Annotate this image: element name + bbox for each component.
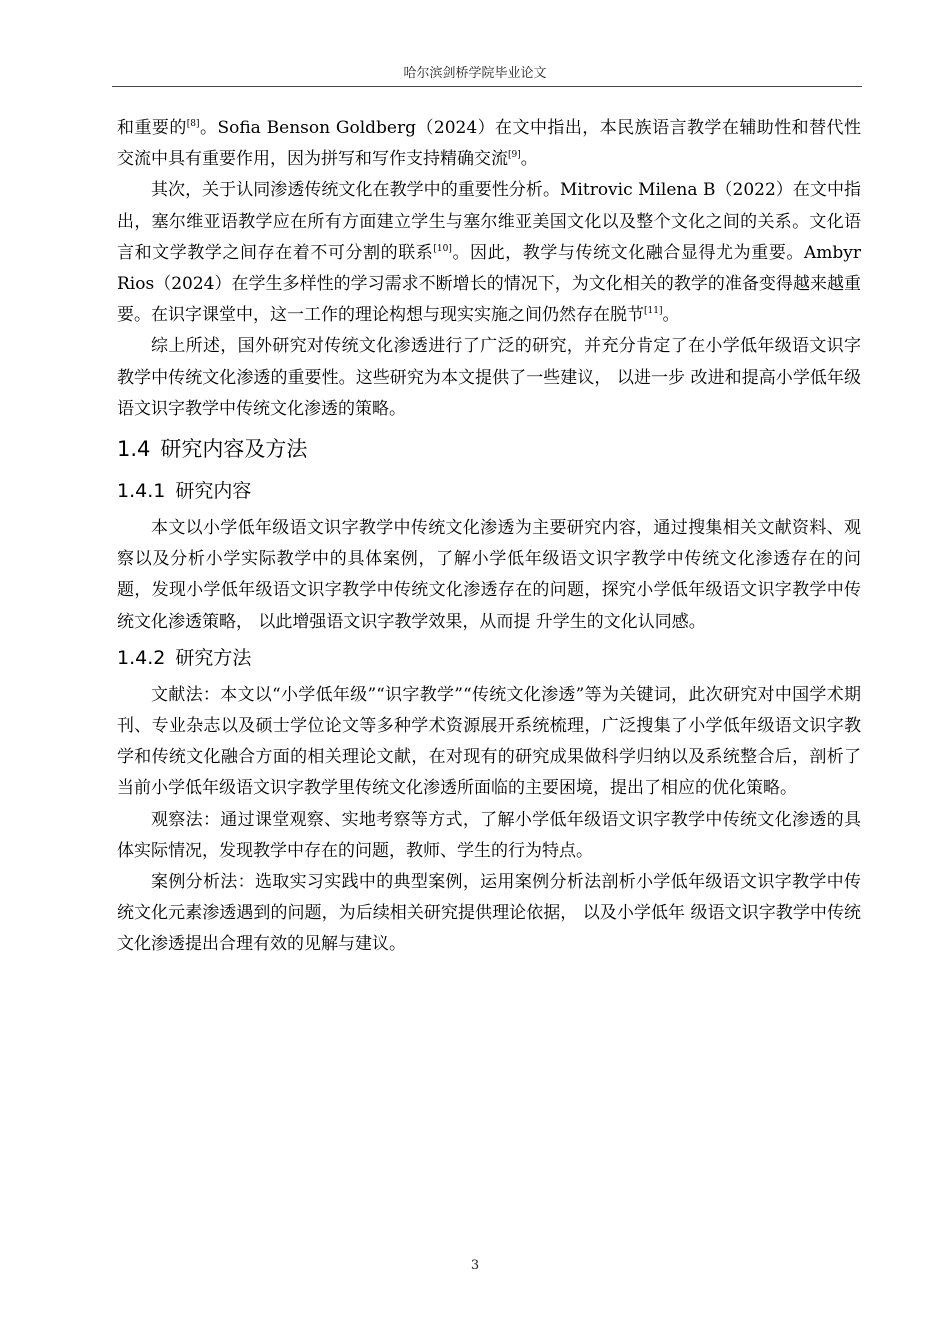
body-text xyxy=(117,113,861,961)
citation-9: [9] xyxy=(508,150,521,161)
paragraph-2: 其次，关于认同渗透传统文化在教学中的重要性分析。Mitrovic Milena B（2022）在文中指出，塞尔维亚语教学应在所有方面建立学生与塞尔维亚美国文化以及整个文化之间的关系。文化语言和文学教学之间存在着不可分割的联系[10]。因此，教学与传统文化融合显得尤为重要。Ambyr Rios（2024）在学生多样性的学习需求不断增长的情况下，为文化相关的教学的准备变得越来越重要。在识字课堂中，这一工作的理论构想与现实实施之间仍然存在脱节[11]。 xyxy=(117,180,861,326)
paragraph-6: 观察法：通过课堂观察、实地考察等方式，了解小学低年级语文识字教学中传统文化渗透的具体实际情况，发现教学中存在的问题，教师、学生的行为特点。 xyxy=(117,809,861,861)
citation-10: [10] xyxy=(433,243,452,254)
running-header: 哈尔滨剑桥学院毕业论文 xyxy=(403,66,547,81)
citation-8: [8] xyxy=(186,119,200,129)
paragraph-5: 文献法：本文以“小学低年级”“识字教学”“传统文化渗透”等为关键词，此次研究对中国学术期刊、专业杂志以及硕士学位论文等多种学术资源展开系统梳理，广泛搜集了小学低年级语文识字教学和传统文化融合方面的相关理论文献，在对现有的研究成果做科学归纳以及系统整合后，剖析了当前小学低年级语文识字教学里传统文化渗透所面临的主要困境，提出了相应的优化策略。 xyxy=(117,684,861,799)
section-heading-1-4-1: 1.4.1 研究内容 xyxy=(117,480,252,503)
paragraph-7: 案例分析法：选取实习实践中的典型案例，运用案例分析法剖析小学低年级语文识字教学中传统文化元素渗透遇到的问题，为后续相关研究提供理论依据， 以及小学低年 级语文识字教学中传统文化渗透提出合理有效的见解与建议。 xyxy=(117,872,861,955)
paragraph-1: 和重要的[8]。Sofia Benson Goldberg（2024）在文中指出，本民族语言教学在辅助性和替代性交流中具有重要作用，因为拼写和写作支持精确交流[9]。 xyxy=(117,118,862,170)
paragraph-3: 综上所述，国外研究对传统文化渗透进行了广泛的研究，并充分肯定了在小学低年级语文识字教学中传统文化渗透的重要性。这些研究为本文提供了一些建议， 以进一步 改进和提高小学低年级语文识字教学中传统文化渗透的策略。 xyxy=(117,336,861,419)
citation-11: [11] xyxy=(644,306,663,317)
header-divider xyxy=(112,86,862,87)
section-heading-1-4-2: 1.4.2 研究方法 xyxy=(117,646,252,669)
paragraph-4: 本文以小学低年级语文识字教学中传统文化渗透为主要研究内容，通过搜集相关文献资料、观察以及分析小学实际教学中的具体案例，了解小学低年级语文识字教学中传统文化渗透存在的问题，发现小学低年级语文识字教学中传统文化渗透存在的问题，探究小学低年级语文识字教学中传统文化渗透策略， 以此增强语文识字教学效果，从而提 升学生的文化认同感。 xyxy=(117,518,861,632)
section-heading-1-4: 1.4 研究内容及方法 xyxy=(117,437,308,462)
page-number: 3 xyxy=(470,1258,480,1273)
